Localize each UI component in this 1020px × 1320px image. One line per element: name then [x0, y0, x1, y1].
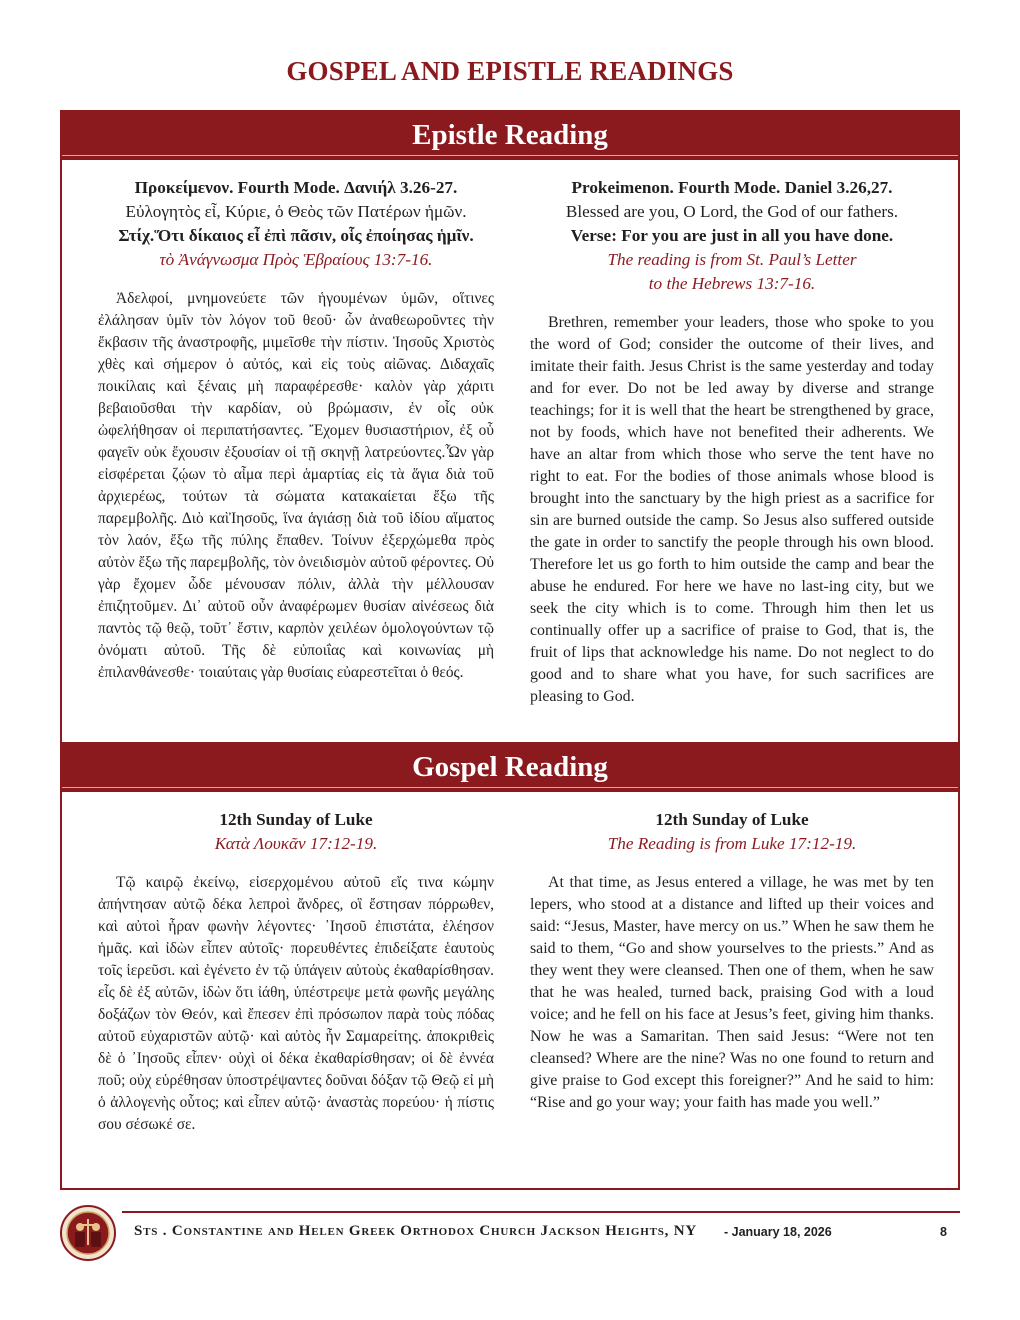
- english-gospel-text: At that time, as Jesus entered a village, he was met by ten lepers, who stood at a distance and lifted up their voices and said: “Jesus, Master, have mercy on us.” When he saw them he said to them, “Go and show yourselves to the priests.” And as they went they were cleansed. Then one of them, when he saw that he was healed, turned back, praising God with a loud voice; and he fell on his face at Jesus’s feet, giving him thanks. Now he was a Samaritan. Then said Jesus: “Were not ten cleansed? Where are the nine? Was no one found to return and give praise to God except this foreigner?” And he said to him: “Rise and go your way; your faith has made you well.”: [530, 874, 934, 1111]
- greek-epistle-text: Ἀδελφοί, μνημονεύετε τῶν ἡγουμένων ὑμῶν, οἵτινες ἐλάλησαν ὑμῖν τὸν λόγον τοῦ θεοῦ· ὧν ἀναθεωροῦντες τὴν ἔκβασιν τῆς ἀναστροφῆς, μιμεῖσθε τὴν πίστιν. Ἰησοῦς Χριστὸς χθὲς καὶ σήμερον ὁ αὐτός, καὶ εἰς τοὺς αἰῶνας. Διδαχαῖς ποικίλαις καὶ ξέναις μὴ παραφέρεσθε· καλὸν γὰρ χάριτι βεβαιοῦσθαι τὴν καρδίαν, οὐ βρώμασιν, ἐν οἷς οὐκ ὠφελήθησαν οἱ περιπατήσαντες. Ἔχομεν θυσιαστήριον, ἐξ οὗ φαγεῖν οὐκ ἔχουσιν ἐξουσίαν οἱ τῇ σκηνῇ λατρεύοντες.Ὧν γὰρ εἰσφέρεται ζῴων τὸ αἷμα περὶ ἁμαρτίας εἰς τὰ ἅγια διὰ τοῦ ἀρχιερέως, τούτων τὰ σώματα κατακαίεται ἔξω τῆς παρεμβολῆς. Διὸ καὶἸησοῦς, ἵνα ἁγιάσῃ διὰ τοῦ ἰδίου αἵματος τὸν λαόν, ἔξω τῆς πύλης ἔπαθεν. Τοίνυν ἐξερχώμεθα πρὸς αὐτὸν ἔξω τῆς παρεμβολῆς, τὸν ὀνειδισμὸν αὐτοῦ φέροντες. Οὐ γὰρ ἔχομεν ὧδε μένουσαν πόλιν, ἀλλὰ τὴν μέλλουσαν ἐπιζητοῦμεν. Δι᾽ αὐτοῦ οὖν ἀναφέρωμεν θυσίαν αἰνέσεως διὰ παντὸς τῷ θεῷ, τοῦτ᾽ ἔστιν, καρπὸν χειλέων ὁμολογούντων τῷ ὀνόματι αὐτοῦ. Τῆς δὲ εὐποιΐας καὶ κοινωνίας μὴ ἐπιλανθάνεσθε· τοιαύταις γὰρ θυσίαις εὐαρεστεῖται ὁ θεός.: [98, 290, 494, 681]
- english-gospel-sunday: 12th Sunday of Luke: [655, 810, 809, 829]
- epistle-title: Epistle Reading: [412, 118, 608, 151]
- greek-verse: Στίχ.Ὅτι δίκαιος εἶ ἐπὶ πᾶσιν, οἷς ἐποίησας ἡμῖν.: [118, 226, 474, 245]
- church-seal-icon: [60, 1205, 116, 1261]
- epistle-section: [60, 110, 960, 742]
- epistle-greek-column: [98, 176, 494, 684]
- greek-gospel-text: Τῷ καιρῷ ἐκείνῳ, εἰσερχομένου αὐτοῦ εἴς τινα κώμην ἀπήντησαν αὐτῷ δέκα λεπροὶ ἄνδρες, οἳ ἔστησαν πόρρωθεν, καὶ αὐτοὶ ἦραν φωνὴν λέγοντες· ᾿Ιησοῦ ἐπιστάτα, ἐλέησον ἡμᾶς. καὶ ἰδὼν εἶπεν αὐτοῖς· πορευθέντες ἐπιδείξατε ἑαυτοὺς τοῖς ἱερεῦσι. καὶ ἐγένετο ἐν τῷ ὑπάγειν αὐτοὺς ἐκαθαρίσθησαν. εἷς δὲ ἐξ αὐτῶν, ἰδὼν ὅτι ἰάθη, ὑπέστρεψε μετὰ φωνῆς μεγάλης δοξάζων τὸν Θεόν, καὶ ἔπεσεν ἐπὶ πρόσωπον παρὰ τοὺς πόδας αὐτοῦ εὐχαριστῶν αὐτῷ· καὶ αὐτὸς ἦν Σαμαρείτης. ἀποκριθεὶς δὲ ὁ ᾿Ιησοῦς εἶπεν· οὐχὶ οἱ δέκα ἐκαθαρίσθησαν; οἱ δὲ ἐννέα ποῦ; οὐχ εὑρέθησαν ὑποστρέψαντες δοῦναι δόξαν τῷ Θεῷ εἰ μὴ ὁ ἀλλογενὴς οὗτος; καὶ εἶπεν αὐτῷ· ἀναστὰς πορεύου· ἡ πίστις σου σέσωκέ σε.: [98, 874, 494, 1133]
- epistle-english-column: [530, 176, 934, 708]
- greek-gospel-reference: Κατὰ Λουκᾶν 17:12-19.: [214, 834, 378, 853]
- english-epistle-reference-2: to the Hebrews 13:7-16.: [648, 274, 816, 293]
- gospel-greek-column: [98, 808, 494, 1136]
- gospel-english-column: [530, 808, 934, 1114]
- gospel-header-bar: [62, 742, 958, 792]
- english-epistle-text: Brethren, remember your leaders, those who spoke to you the word of God; consider the outcome of their lives, and imitate their faith. Jesus Christ is the same yesterday and today and for ever. Do not be led away by diverse and strange teachings; for it is well that the heart be strengthened by grace, not by foods, which have not benefited their adherents. We have an altar from which those who serve the tent have no right to eat. For the bodies of those animals whose blood is brought into the sanctuary by the high priest as a sacrifice for sin are burned outside the camp. So Jesus also suffered outside the gate in order to sanctify the people through his own blood. Therefore let us go forth to him outside the camp and bear the abuse he endured. For here we have no last-ing city, but we seek the city which is to come. Through him then let us continually offer up a sacrifice of praise to God, that is, the fruit of lips that acknowledge his name. Do not neglect to do good and to share what you have, for such sacrifices are pleasing to God.: [530, 314, 934, 705]
- footer-church-name: Sts . Constantine and Helen Greek Orthodox Church Jackson Heights, NY: [134, 1223, 698, 1239]
- english-verse: Verse: For you are just in all you have done.: [570, 226, 894, 245]
- gospel-section: [60, 742, 960, 1190]
- english-gospel-reference: The Reading is from Luke 17:12-19.: [607, 834, 857, 853]
- greek-gospel-sunday: 12th Sunday of Luke: [219, 810, 373, 829]
- english-epistle-reference-1: The reading is from St. Paul’s Letter: [607, 250, 857, 269]
- header-underline: [62, 155, 958, 156]
- epistle-header-bar: [62, 110, 958, 160]
- gospel-title: Gospel Reading: [412, 750, 608, 783]
- gospel-english-heading: [530, 808, 934, 856]
- english-prokeimenon-text: Blessed are you, O Lord, the God of our fathers.: [565, 202, 899, 221]
- page-number: 8: [940, 1225, 947, 1239]
- english-prokeimenon: Prokeimenon. Fourth Mode. Daniel 3.26,27.: [571, 178, 893, 197]
- page-title: GOSPEL AND EPISTLE READINGS: [286, 56, 734, 86]
- epistle-english-heading: [530, 176, 934, 296]
- gospel-greek-heading: [98, 808, 494, 856]
- footer-date: - January 18, 2026: [724, 1225, 832, 1239]
- greek-prokeimenon-text: Εὐλογητὸς εἶ, Κύριε, ὁ Θεὸς τῶν Πατέρων ἡμῶν.: [125, 202, 467, 221]
- epistle-greek-heading: [98, 176, 494, 272]
- header-underline: [62, 787, 958, 788]
- greek-epistle-reference: τὸ Ἀνάγνωσμα Πρὸς Ἑβραίους 13:7-16.: [159, 250, 433, 269]
- greek-prokeimenon: Προκείμενον. Fourth Mode. Δανιήλ 3.26-27.: [134, 178, 458, 197]
- footer-rule: [122, 1211, 960, 1213]
